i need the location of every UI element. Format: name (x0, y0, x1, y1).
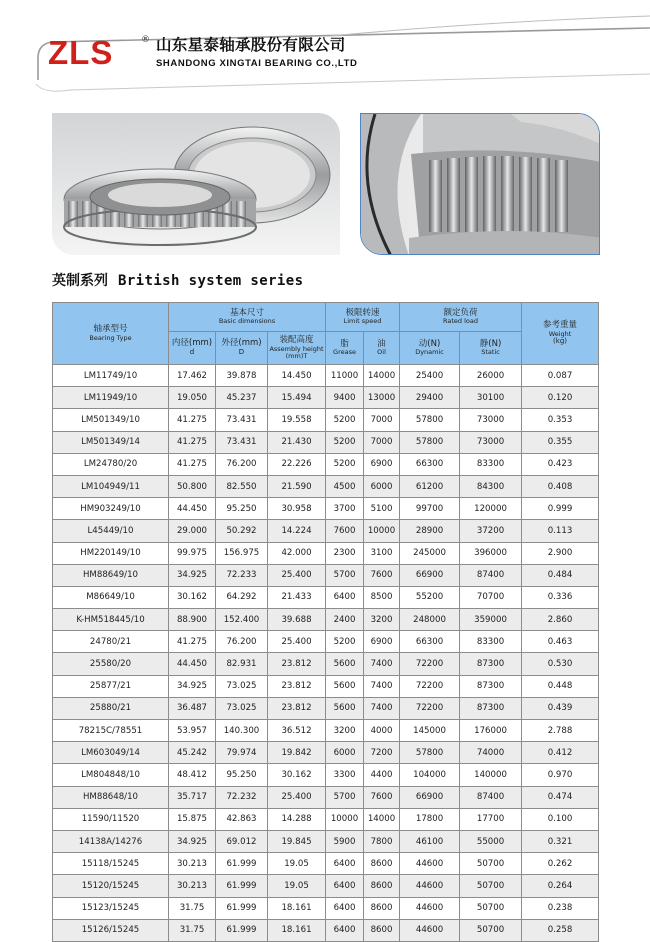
cell-outer-diameter: 79.974 (216, 742, 268, 764)
cell-weight: 0.353 (522, 409, 599, 431)
cell-inner-diameter: 31.75 (169, 897, 216, 919)
table-row (53, 875, 599, 897)
cell-speed-oil: 3100 (364, 542, 400, 564)
cell-load-static: 73000 (460, 409, 522, 431)
cell-speed-grease: 2400 (326, 609, 364, 631)
cell-weight: 2.900 (522, 542, 599, 564)
cell-assembly-height: 21.590 (268, 475, 326, 497)
cell-speed-grease: 5900 (326, 830, 364, 852)
cell-load-dynamic: 44600 (400, 853, 460, 875)
cell-assembly-height: 25.400 (268, 564, 326, 586)
cell-outer-diameter: 140.300 (216, 720, 268, 742)
cell-load-static: 30100 (460, 387, 522, 409)
cell-speed-oil: 7400 (364, 675, 400, 697)
cell-bearing-type: 78215C/78551 (53, 720, 169, 742)
cell-load-dynamic: 29400 (400, 387, 460, 409)
cell-speed-grease: 6400 (326, 897, 364, 919)
cell-outer-diameter: 73.431 (216, 431, 268, 453)
cell-speed-oil: 14000 (364, 365, 400, 387)
cell-load-dynamic: 99700 (400, 498, 460, 520)
cell-load-static: 74000 (460, 742, 522, 764)
cell-load-static: 140000 (460, 764, 522, 786)
cell-load-static: 176000 (460, 720, 522, 742)
cell-load-static: 73000 (460, 431, 522, 453)
cell-assembly-height: 21.433 (268, 586, 326, 608)
cell-speed-grease: 5600 (326, 653, 364, 675)
cell-load-static: 359000 (460, 609, 522, 631)
cell-assembly-height: 19.842 (268, 742, 326, 764)
table-row (53, 453, 599, 475)
table-row (53, 409, 599, 431)
header-oil: 油 Oil (364, 332, 400, 365)
header-assembly-height: 装配高度 Assembly height (mm)T (268, 332, 326, 365)
cell-speed-grease: 2300 (326, 542, 364, 564)
cell-load-dynamic: 46100 (400, 830, 460, 852)
cell-speed-oil: 6900 (364, 453, 400, 475)
cell-inner-diameter: 17.462 (169, 365, 216, 387)
cell-speed-grease: 3700 (326, 498, 364, 520)
cell-speed-oil: 7600 (364, 564, 400, 586)
cell-inner-diameter: 34.925 (169, 564, 216, 586)
cell-load-dynamic: 66300 (400, 631, 460, 653)
cell-bearing-type: 15118/15245 (53, 853, 169, 875)
cell-speed-grease: 5700 (326, 564, 364, 586)
cell-assembly-height: 25.400 (268, 786, 326, 808)
table-row (53, 808, 599, 830)
header-outer-diameter: 外径(mm) D (216, 332, 268, 365)
registered-mark: ® (141, 35, 150, 45)
table-row (53, 542, 599, 564)
cell-inner-diameter: 53.957 (169, 720, 216, 742)
cell-load-static: 84300 (460, 475, 522, 497)
cell-speed-grease: 5200 (326, 409, 364, 431)
table-row (53, 586, 599, 608)
cell-load-dynamic: 72200 (400, 697, 460, 719)
cell-speed-grease: 3200 (326, 720, 364, 742)
cell-bearing-type: 14138A/14276 (53, 830, 169, 852)
cell-load-static: 87400 (460, 564, 522, 586)
cell-speed-grease: 5700 (326, 786, 364, 808)
cell-assembly-height: 39.688 (268, 609, 326, 631)
cell-weight: 0.999 (522, 498, 599, 520)
cell-speed-oil: 13000 (364, 387, 400, 409)
cell-outer-diameter: 82.931 (216, 653, 268, 675)
cell-speed-oil: 14000 (364, 808, 400, 830)
cell-speed-oil: 7000 (364, 431, 400, 453)
cell-load-dynamic: 104000 (400, 764, 460, 786)
cell-load-static: 83300 (460, 453, 522, 475)
cell-speed-oil: 7400 (364, 697, 400, 719)
cell-weight: 0.264 (522, 875, 599, 897)
cell-assembly-height: 14.224 (268, 520, 326, 542)
cell-speed-grease: 5200 (326, 631, 364, 653)
cell-assembly-height: 25.400 (268, 631, 326, 653)
cell-weight: 0.321 (522, 830, 599, 852)
table-row (53, 697, 599, 719)
cell-speed-grease: 9400 (326, 387, 364, 409)
cell-outer-diameter: 72.233 (216, 564, 268, 586)
cell-assembly-height: 21.430 (268, 431, 326, 453)
cell-assembly-height: 30.162 (268, 764, 326, 786)
cell-speed-oil: 4400 (364, 764, 400, 786)
cell-inner-diameter: 45.242 (169, 742, 216, 764)
section-title-cn: 英制系列 (52, 273, 108, 289)
cell-inner-diameter: 48.412 (169, 764, 216, 786)
cell-outer-diameter: 61.999 (216, 875, 268, 897)
cell-inner-diameter: 30.162 (169, 586, 216, 608)
cell-speed-oil: 3200 (364, 609, 400, 631)
cell-load-dynamic: 245000 (400, 542, 460, 564)
cell-load-dynamic: 57800 (400, 431, 460, 453)
section-title (52, 274, 303, 288)
cell-speed-grease: 4500 (326, 475, 364, 497)
header-grease: 脂 Grease (326, 332, 364, 365)
cell-weight: 0.412 (522, 742, 599, 764)
cell-outer-diameter: 50.292 (216, 520, 268, 542)
table-row (53, 475, 599, 497)
cell-assembly-height: 19.558 (268, 409, 326, 431)
cell-outer-diameter: 72.232 (216, 786, 268, 808)
cell-load-dynamic: 57800 (400, 742, 460, 764)
cell-bearing-type: LM804848/10 (53, 764, 169, 786)
cell-outer-diameter: 73.025 (216, 697, 268, 719)
cell-weight: 0.355 (522, 431, 599, 453)
cell-bearing-type: HM220149/10 (53, 542, 169, 564)
cell-load-static: 70700 (460, 586, 522, 608)
cell-bearing-type: K-HM518445/10 (53, 609, 169, 631)
cell-load-static: 87300 (460, 675, 522, 697)
table-row (53, 564, 599, 586)
cell-speed-oil: 8600 (364, 875, 400, 897)
cell-load-static: 55000 (460, 830, 522, 852)
table-row (53, 897, 599, 919)
cell-weight: 0.336 (522, 586, 599, 608)
cell-bearing-type: LM501349/10 (53, 409, 169, 431)
cell-speed-oil: 7000 (364, 409, 400, 431)
cell-speed-oil: 8600 (364, 919, 400, 941)
cell-inner-diameter: 41.275 (169, 409, 216, 431)
cell-outer-diameter: 61.999 (216, 897, 268, 919)
cell-bearing-type: 25877/21 (53, 675, 169, 697)
cell-assembly-height: 18.161 (268, 919, 326, 941)
cell-speed-grease: 3300 (326, 764, 364, 786)
cell-load-dynamic: 25400 (400, 365, 460, 387)
cell-load-dynamic: 57800 (400, 409, 460, 431)
tapered-roller-bearing-closeup-icon (361, 114, 600, 255)
cell-speed-grease: 5600 (326, 675, 364, 697)
cell-assembly-height: 19.05 (268, 853, 326, 875)
cell-inner-diameter: 41.275 (169, 453, 216, 475)
table-row (53, 786, 599, 808)
table-row (53, 387, 599, 409)
cell-bearing-type: LM603049/14 (53, 742, 169, 764)
cell-inner-diameter: 34.925 (169, 830, 216, 852)
cell-weight: 0.530 (522, 653, 599, 675)
cell-assembly-height: 23.812 (268, 697, 326, 719)
company-name-en: SHANDONG XINGTAI BEARING CO.,LTD (156, 58, 358, 69)
cell-bearing-type: M86649/10 (53, 586, 169, 608)
cell-weight: 2.860 (522, 609, 599, 631)
cell-weight: 0.238 (522, 897, 599, 919)
table-body (53, 365, 599, 942)
cell-weight: 0.120 (522, 387, 599, 409)
table-row (53, 742, 599, 764)
cell-weight: 0.100 (522, 808, 599, 830)
cell-load-dynamic: 28900 (400, 520, 460, 542)
cell-assembly-height: 22.226 (268, 453, 326, 475)
company-name-cn: 山东星泰轴承股份有限公司 (156, 36, 346, 54)
cell-load-static: 87300 (460, 653, 522, 675)
cell-bearing-type: HM88648/10 (53, 786, 169, 808)
cell-weight: 0.474 (522, 786, 599, 808)
cell-speed-grease: 11000 (326, 365, 364, 387)
section-title-en: British system series (118, 273, 304, 289)
cell-assembly-height: 19.845 (268, 830, 326, 852)
cell-inner-diameter: 41.275 (169, 631, 216, 653)
cell-inner-diameter: 99.975 (169, 542, 216, 564)
cell-inner-diameter: 35.717 (169, 786, 216, 808)
cell-speed-oil: 8600 (364, 897, 400, 919)
cell-outer-diameter: 156.975 (216, 542, 268, 564)
header-weight: 参考重量 Weight (kg) (522, 303, 599, 365)
cell-speed-grease: 5200 (326, 453, 364, 475)
cell-load-dynamic: 55200 (400, 586, 460, 608)
cell-assembly-height: 15.494 (268, 387, 326, 409)
cell-load-dynamic: 66300 (400, 453, 460, 475)
cell-inner-diameter: 41.275 (169, 431, 216, 453)
cell-load-dynamic: 72200 (400, 675, 460, 697)
cell-load-dynamic: 44600 (400, 875, 460, 897)
cell-speed-oil: 7800 (364, 830, 400, 852)
cell-weight: 0.423 (522, 453, 599, 475)
table-row (53, 720, 599, 742)
cell-speed-grease: 6000 (326, 742, 364, 764)
cell-bearing-type: LM11949/10 (53, 387, 169, 409)
bearing-photo-right (360, 113, 600, 255)
cell-weight: 0.439 (522, 697, 599, 719)
cell-speed-oil: 6900 (364, 631, 400, 653)
cell-bearing-type: HM903249/10 (53, 498, 169, 520)
cell-load-static: 50700 (460, 875, 522, 897)
cell-speed-grease: 6400 (326, 586, 364, 608)
cell-outer-diameter: 39.878 (216, 365, 268, 387)
cell-outer-diameter: 76.200 (216, 453, 268, 475)
cell-speed-grease: 5200 (326, 431, 364, 453)
table-row (53, 830, 599, 852)
cell-speed-oil: 7400 (364, 653, 400, 675)
cell-weight: 0.258 (522, 919, 599, 941)
cell-speed-oil: 6000 (364, 475, 400, 497)
table-row (53, 431, 599, 453)
cell-weight: 0.970 (522, 764, 599, 786)
table-row (53, 365, 599, 387)
cell-inner-diameter: 34.925 (169, 675, 216, 697)
cell-speed-grease: 6400 (326, 919, 364, 941)
bearing-photo-left (52, 113, 340, 255)
cell-load-static: 37200 (460, 520, 522, 542)
cell-bearing-type: HM88649/10 (53, 564, 169, 586)
cell-inner-diameter: 30.213 (169, 875, 216, 897)
cell-load-dynamic: 248000 (400, 609, 460, 631)
header-limit-speed: 极限转速 Limit speed (326, 303, 400, 332)
cell-assembly-height: 23.812 (268, 653, 326, 675)
tapered-roller-bearing-with-cup-icon (52, 113, 340, 255)
cell-speed-grease: 5600 (326, 697, 364, 719)
cell-bearing-type: LM24780/20 (53, 453, 169, 475)
cell-outer-diameter: 76.200 (216, 631, 268, 653)
cell-speed-grease: 6400 (326, 875, 364, 897)
cell-outer-diameter: 64.292 (216, 586, 268, 608)
cell-load-static: 50700 (460, 897, 522, 919)
cell-outer-diameter: 73.025 (216, 675, 268, 697)
table-row (53, 675, 599, 697)
header-inner-diameter: 内径(mm) d (169, 332, 216, 365)
bearing-spec-table (52, 302, 599, 942)
cell-bearing-type: LM104949/11 (53, 475, 169, 497)
cell-weight: 0.262 (522, 853, 599, 875)
cell-load-dynamic: 72200 (400, 653, 460, 675)
cell-inner-diameter: 44.450 (169, 653, 216, 675)
cell-load-static: 120000 (460, 498, 522, 520)
cell-load-dynamic: 17800 (400, 808, 460, 830)
cell-load-dynamic: 66900 (400, 564, 460, 586)
cell-weight: 0.484 (522, 564, 599, 586)
cell-bearing-type: 11590/11520 (53, 808, 169, 830)
cell-speed-oil: 5100 (364, 498, 400, 520)
cell-outer-diameter: 69.012 (216, 830, 268, 852)
cell-bearing-type: LM501349/14 (53, 431, 169, 453)
cell-outer-diameter: 73.431 (216, 409, 268, 431)
cell-load-static: 87300 (460, 697, 522, 719)
cell-inner-diameter: 50.800 (169, 475, 216, 497)
cell-inner-diameter: 30.213 (169, 853, 216, 875)
cell-outer-diameter: 45.237 (216, 387, 268, 409)
cell-inner-diameter: 31.75 (169, 919, 216, 941)
cell-load-static: 17700 (460, 808, 522, 830)
page-header (0, 0, 650, 100)
cell-load-dynamic: 44600 (400, 919, 460, 941)
cell-inner-diameter: 15.875 (169, 808, 216, 830)
cell-load-dynamic: 145000 (400, 720, 460, 742)
cell-assembly-height: 19.05 (268, 875, 326, 897)
cell-speed-oil: 10000 (364, 520, 400, 542)
cell-load-static: 87400 (460, 786, 522, 808)
cell-bearing-type: 15120/15245 (53, 875, 169, 897)
cell-bearing-type: LM11749/10 (53, 365, 169, 387)
cell-weight: 0.463 (522, 631, 599, 653)
table-row (53, 498, 599, 520)
cell-load-dynamic: 61200 (400, 475, 460, 497)
cell-load-static: 50700 (460, 853, 522, 875)
cell-outer-diameter: 42.863 (216, 808, 268, 830)
cell-bearing-type: 15123/15245 (53, 897, 169, 919)
cell-weight: 0.408 (522, 475, 599, 497)
table-row (53, 853, 599, 875)
cell-outer-diameter: 61.999 (216, 853, 268, 875)
company-logo: ZLS (48, 34, 114, 71)
cell-bearing-type: 24780/21 (53, 631, 169, 653)
table-row (53, 653, 599, 675)
header-dynamic-load: 动(N) Dynamic (400, 332, 460, 365)
cell-outer-diameter: 152.400 (216, 609, 268, 631)
cell-load-static: 26000 (460, 365, 522, 387)
table-row (53, 631, 599, 653)
cell-assembly-height: 36.512 (268, 720, 326, 742)
cell-load-static: 83300 (460, 631, 522, 653)
cell-inner-diameter: 19.050 (169, 387, 216, 409)
cell-weight: 0.087 (522, 365, 599, 387)
cell-speed-oil: 4000 (364, 720, 400, 742)
cell-load-dynamic: 66900 (400, 786, 460, 808)
cell-speed-grease: 6400 (326, 853, 364, 875)
cell-assembly-height: 30.958 (268, 498, 326, 520)
table-row (53, 609, 599, 631)
cell-inner-diameter: 36.487 (169, 697, 216, 719)
cell-load-dynamic: 44600 (400, 897, 460, 919)
cell-bearing-type: 25580/20 (53, 653, 169, 675)
cell-inner-diameter: 29.000 (169, 520, 216, 542)
cell-weight: 0.448 (522, 675, 599, 697)
cell-bearing-type: 15126/15245 (53, 919, 169, 941)
cell-weight: 2.788 (522, 720, 599, 742)
table-row (53, 919, 599, 941)
cell-bearing-type: 25880/21 (53, 697, 169, 719)
table-row (53, 520, 599, 542)
cell-outer-diameter: 82.550 (216, 475, 268, 497)
cell-load-static: 50700 (460, 919, 522, 941)
cell-speed-oil: 7600 (364, 786, 400, 808)
cell-assembly-height: 23.812 (268, 675, 326, 697)
cell-assembly-height: 42.000 (268, 542, 326, 564)
table-row (53, 764, 599, 786)
cell-weight: 0.113 (522, 520, 599, 542)
cell-inner-diameter: 44.450 (169, 498, 216, 520)
cell-assembly-height: 18.161 (268, 897, 326, 919)
cell-speed-oil: 7200 (364, 742, 400, 764)
cell-load-static: 396000 (460, 542, 522, 564)
cell-speed-grease: 10000 (326, 808, 364, 830)
cell-bearing-type: L45449/10 (53, 520, 169, 542)
cell-speed-oil: 8500 (364, 586, 400, 608)
cell-outer-diameter: 95.250 (216, 498, 268, 520)
header-rated-load: 额定负荷 Rated load (400, 303, 522, 332)
header-bearing-type: 轴承型号 Bearing Type (53, 303, 169, 365)
cell-inner-diameter: 88.900 (169, 609, 216, 631)
header-static-load: 静(N) Static (460, 332, 522, 365)
cell-speed-oil: 8600 (364, 853, 400, 875)
cell-assembly-height: 14.288 (268, 808, 326, 830)
cell-speed-grease: 7600 (326, 520, 364, 542)
header-basic-dimensions: 基本尺寸 Basic dimensions (169, 303, 326, 332)
cell-assembly-height: 14.450 (268, 365, 326, 387)
cell-outer-diameter: 95.250 (216, 764, 268, 786)
cell-outer-diameter: 61.999 (216, 919, 268, 941)
